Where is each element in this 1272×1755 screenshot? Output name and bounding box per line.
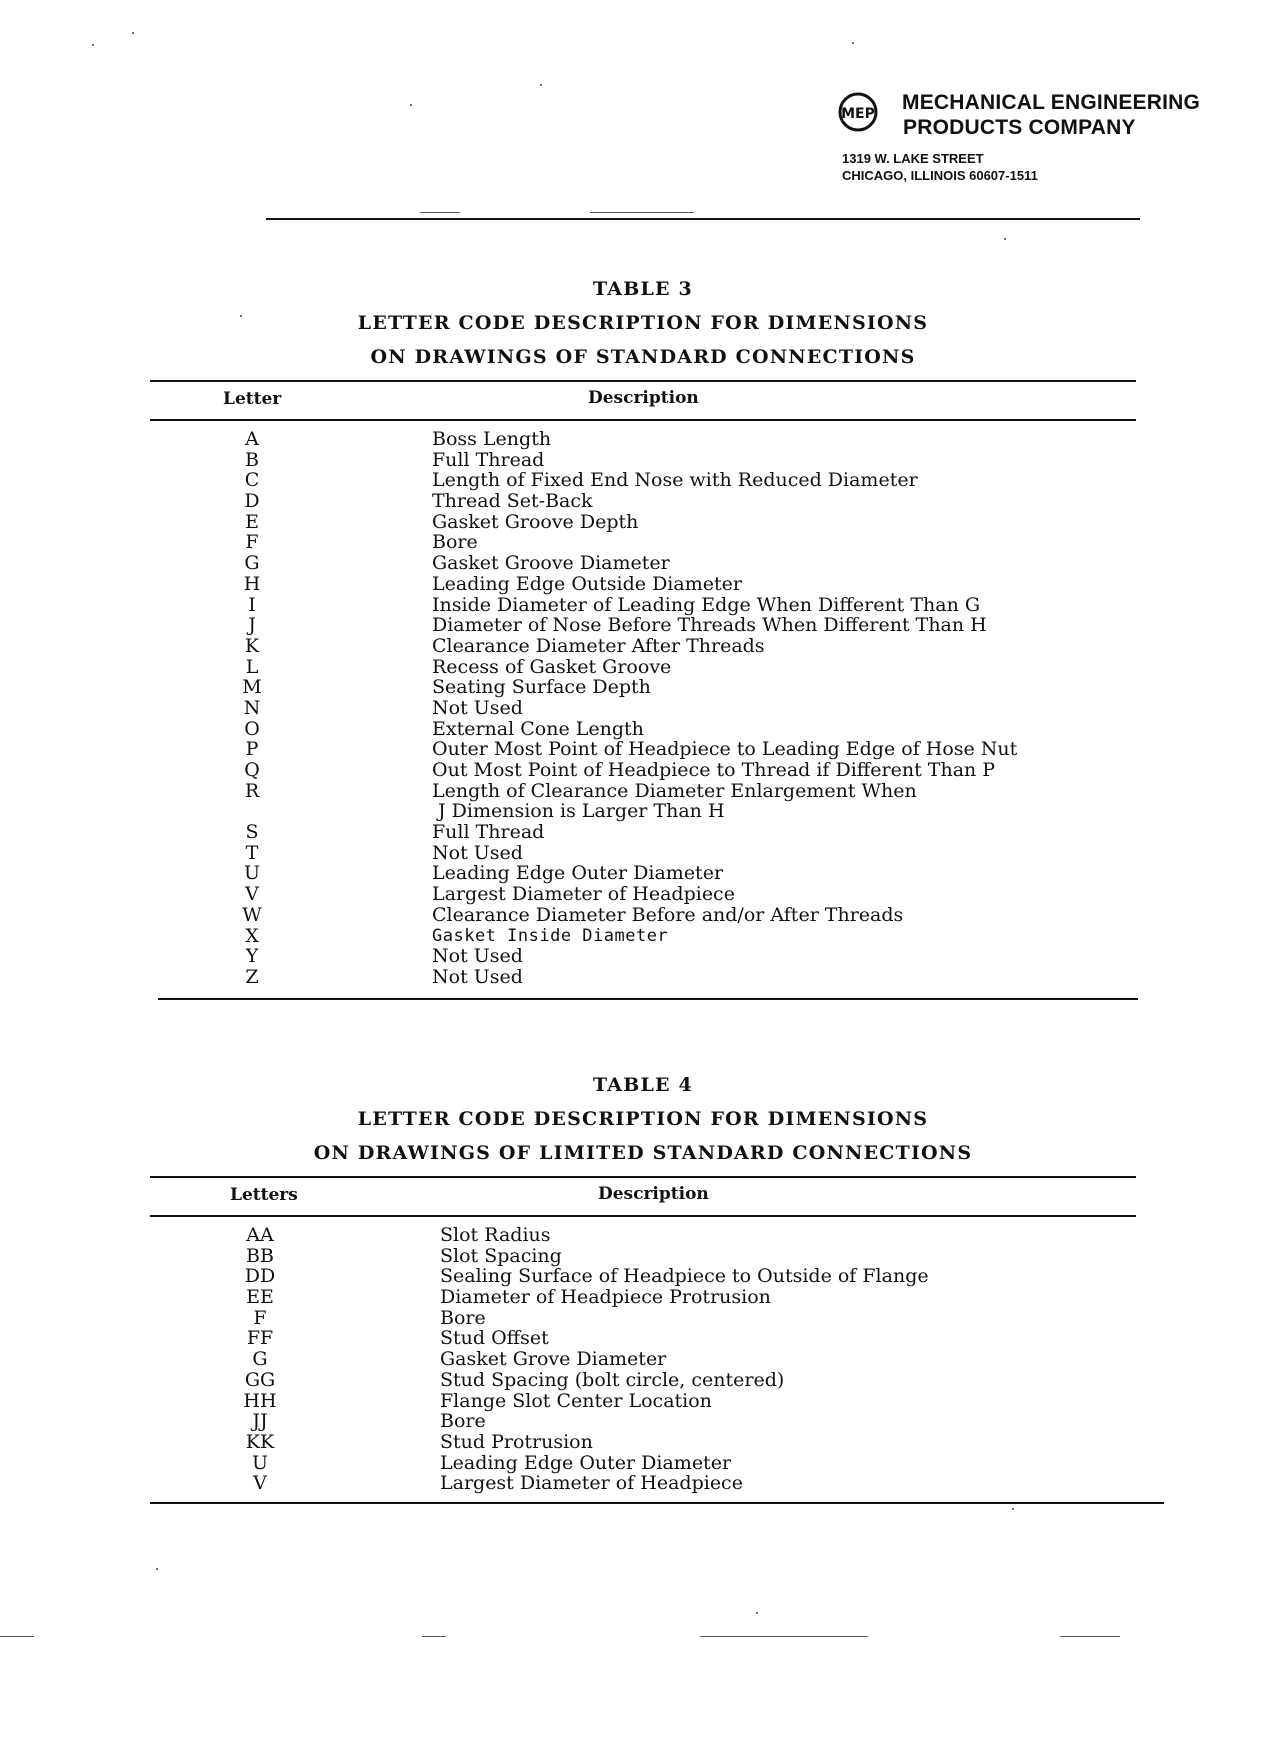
company-address	[842, 150, 1038, 184]
row-description: Not Used	[432, 945, 523, 968]
row-letter: B	[245, 448, 259, 471]
scan-dash	[700, 1636, 868, 1637]
table-row	[150, 801, 1136, 822]
table-3-col-letter: Letter	[223, 389, 282, 409]
row-description: Diameter of Headpiece Protrusion	[440, 1286, 771, 1309]
company-name-line2: PRODUCTS COMPANY	[903, 116, 1136, 139]
address-line2: CHICAGO, ILLINOIS 60607-1511	[842, 168, 1038, 183]
row-description: Bore	[432, 531, 478, 554]
row-letter: P	[245, 738, 259, 761]
scan-speck	[410, 104, 412, 106]
row-letter: DD	[244, 1265, 276, 1288]
row-letter: V	[253, 1472, 267, 1495]
row-description: Not Used	[432, 965, 523, 988]
table-3-subtitle-line2: ON DRAWINGS OF STANDARD CONNECTIONS	[370, 346, 916, 368]
table-4	[150, 1068, 1136, 1504]
table-row	[150, 698, 1136, 719]
row-description: Leading Edge Outside Diameter	[432, 572, 742, 595]
row-letter: V	[245, 883, 259, 906]
scan-speck	[1004, 238, 1006, 240]
table-row	[150, 553, 1136, 574]
table-3-col-description: Description	[588, 388, 699, 408]
table-row	[150, 1266, 1136, 1287]
row-letter: F	[245, 531, 259, 554]
table-row	[150, 739, 1136, 760]
table-row	[150, 719, 1136, 740]
row-letter: HH	[243, 1389, 277, 1412]
table-row	[150, 657, 1136, 678]
row-letter: F	[253, 1306, 267, 1329]
table-row	[150, 470, 1136, 491]
scan-dash	[420, 212, 460, 213]
row-description: Recess of Gasket Groove	[432, 655, 672, 678]
row-letter: K	[244, 634, 260, 657]
table-row	[150, 1308, 1136, 1329]
scan-dash	[1060, 1636, 1120, 1637]
row-description: Clearance Diameter After Threads	[432, 634, 765, 657]
row-letter: D	[244, 490, 260, 513]
table-4-title: TABLE 4	[593, 1074, 693, 1096]
scan-speck	[852, 42, 854, 44]
table-row	[150, 822, 1136, 843]
row-description: Clearance Diameter Before and/or After Threads	[432, 903, 904, 926]
row-letter: S	[245, 821, 259, 844]
row-letter: Q	[244, 759, 260, 781]
table-row	[150, 1370, 1136, 1391]
row-description: Diameter of Nose Before Threads When Different Than H	[432, 614, 987, 637]
row-letter: M	[242, 676, 262, 699]
table-row	[150, 843, 1136, 864]
scan-dash	[422, 1636, 446, 1637]
row-letter: E	[245, 510, 259, 533]
row-description: Leading Edge Outer Diameter	[432, 862, 724, 885]
row-letter: X	[245, 924, 259, 947]
scan-speck	[132, 32, 134, 34]
table-row	[150, 1411, 1136, 1432]
table-row	[150, 450, 1136, 471]
row-description: Boss Length	[432, 428, 552, 450]
row-letter: Y	[245, 945, 259, 968]
table-row	[150, 863, 1136, 884]
scan-speck	[240, 315, 242, 317]
row-description: Out Most Point of Headpiece to Thread if Different Than P	[432, 759, 996, 781]
table-row	[150, 926, 1136, 947]
row-description: Length of Fixed End Nose with Reduced Diameter	[432, 469, 918, 492]
row-description: Gasket Inside Diameter	[432, 925, 669, 946]
table-4-body	[150, 1217, 1136, 1494]
table-3	[150, 272, 1136, 1000]
table-row	[150, 1453, 1136, 1474]
table-row	[150, 884, 1136, 905]
scan-dash	[0, 1636, 34, 1637]
row-description: Not Used	[432, 696, 523, 719]
row-letter: O	[244, 717, 260, 740]
logo-text: MEP	[841, 106, 875, 122]
table-row	[150, 1349, 1136, 1370]
company-name	[902, 90, 1200, 140]
table-4-bottom-rule	[150, 1502, 1164, 1504]
table-row	[150, 905, 1136, 926]
row-letter: I	[248, 593, 256, 616]
row-letter: U	[243, 862, 260, 885]
row-description: Full Thread	[432, 821, 545, 844]
table-row	[150, 1225, 1136, 1246]
row-letter: JJ	[252, 1410, 268, 1433]
table-row	[150, 615, 1136, 636]
table-4-heading	[150, 1068, 1136, 1170]
row-description: Inside Diameter of Leading Edge When Different Than G	[432, 593, 981, 616]
row-description: Length of Clearance Diameter Enlargement When	[432, 779, 917, 802]
scan-dash	[590, 212, 694, 213]
row-letter: EE	[246, 1286, 274, 1309]
row-letter: U	[251, 1451, 268, 1474]
row-letter: Z	[245, 965, 259, 988]
row-letter: G	[252, 1348, 268, 1371]
row-description: Gasket Groove Depth	[432, 510, 639, 533]
row-description: Flange Slot Center Location	[440, 1389, 712, 1412]
row-description: Outer Most Point of Headpiece to Leading Edge of Hose Nut	[432, 738, 1018, 761]
scan-speck	[756, 1612, 758, 1614]
row-letter: W	[242, 903, 262, 926]
table-row	[150, 491, 1136, 512]
table-4-subtitle-line1: LETTER CODE DESCRIPTION FOR DIMENSIONS	[357, 1108, 929, 1130]
table-row	[150, 532, 1136, 553]
table-3-heading	[150, 272, 1136, 374]
scan-speck	[540, 84, 542, 86]
row-letter: KK	[245, 1430, 275, 1453]
table-row	[150, 1246, 1136, 1267]
row-description: Largest Diameter of Headpiece	[432, 883, 735, 906]
table-row	[150, 1473, 1136, 1494]
row-description: Bore	[440, 1410, 486, 1433]
table-3-bottom-rule	[158, 998, 1138, 1000]
header-divider	[266, 218, 1140, 220]
row-letter: BB	[246, 1244, 274, 1267]
table-4-subtitle-line2: ON DRAWINGS OF LIMITED STANDARD CONNECTIONS	[313, 1142, 973, 1164]
address-line1: 1319 W. LAKE STREET	[842, 151, 984, 166]
row-description: Stud Spacing (bolt circle, centered)	[440, 1368, 785, 1391]
row-description: Gasket Groove Diameter	[432, 552, 670, 575]
table-row	[150, 1391, 1136, 1412]
table-3-body	[150, 421, 1136, 988]
table-row	[150, 946, 1136, 967]
row-letter: J	[248, 614, 256, 637]
row-description: Slot Spacing	[440, 1244, 562, 1267]
table-row	[150, 636, 1136, 657]
row-description: External Cone Length	[432, 717, 644, 740]
row-description: Not Used	[432, 841, 523, 864]
table-3-subtitle-line1: LETTER CODE DESCRIPTION FOR DIMENSIONS	[357, 312, 929, 334]
row-letter: N	[243, 696, 261, 719]
row-description: J Dimension is Larger Than H	[438, 800, 725, 823]
table-3-title: TABLE 3	[593, 278, 693, 300]
table-4-col-description: Description	[598, 1184, 709, 1204]
row-letter: H	[243, 572, 261, 595]
row-description: Full Thread	[432, 448, 545, 471]
company-logo-icon	[838, 92, 878, 132]
table-4-col-letter: Letters	[230, 1185, 298, 1205]
scan-speck	[156, 1568, 158, 1570]
row-description: Stud Protrusion	[440, 1430, 593, 1453]
row-letter: T	[245, 841, 259, 864]
row-description: Thread Set-Back	[432, 490, 593, 513]
row-description: Bore	[440, 1306, 486, 1329]
scan-speck	[92, 44, 94, 46]
table-4-header-row	[150, 1176, 1136, 1217]
table-row	[150, 574, 1136, 595]
table-row	[150, 512, 1136, 533]
company-name-line1: MECHANICAL ENGINEERING	[902, 91, 1201, 114]
row-letter: L	[245, 655, 259, 678]
row-letter: A	[245, 428, 259, 450]
table-row	[150, 1432, 1136, 1453]
row-description: Largest Diameter of Headpiece	[440, 1472, 743, 1495]
row-letter: R	[244, 779, 260, 802]
row-description: Seating Surface Depth	[432, 676, 651, 699]
row-letter: GG	[244, 1368, 276, 1391]
row-description: Leading Edge Outer Diameter	[440, 1451, 732, 1474]
table-row	[150, 781, 1136, 802]
row-description: Gasket Grove Diameter	[440, 1348, 667, 1371]
row-description: Sealing Surface of Headpiece to Outside of Flange	[440, 1265, 929, 1288]
table-3-header-row	[150, 380, 1136, 421]
scan-speck	[1012, 1508, 1014, 1510]
table-row	[150, 1328, 1136, 1349]
row-description: Stud Offset	[440, 1327, 549, 1350]
table-row	[150, 595, 1136, 616]
table-row	[150, 760, 1136, 781]
table-row	[150, 429, 1136, 450]
table-row	[150, 677, 1136, 698]
row-letter: FF	[246, 1327, 274, 1350]
row-letter: C	[244, 469, 260, 492]
row-letter: G	[244, 552, 260, 575]
row-letter: AA	[246, 1224, 274, 1246]
table-row	[150, 967, 1136, 988]
table-row	[150, 1287, 1136, 1308]
row-description: Slot Radius	[440, 1224, 551, 1246]
